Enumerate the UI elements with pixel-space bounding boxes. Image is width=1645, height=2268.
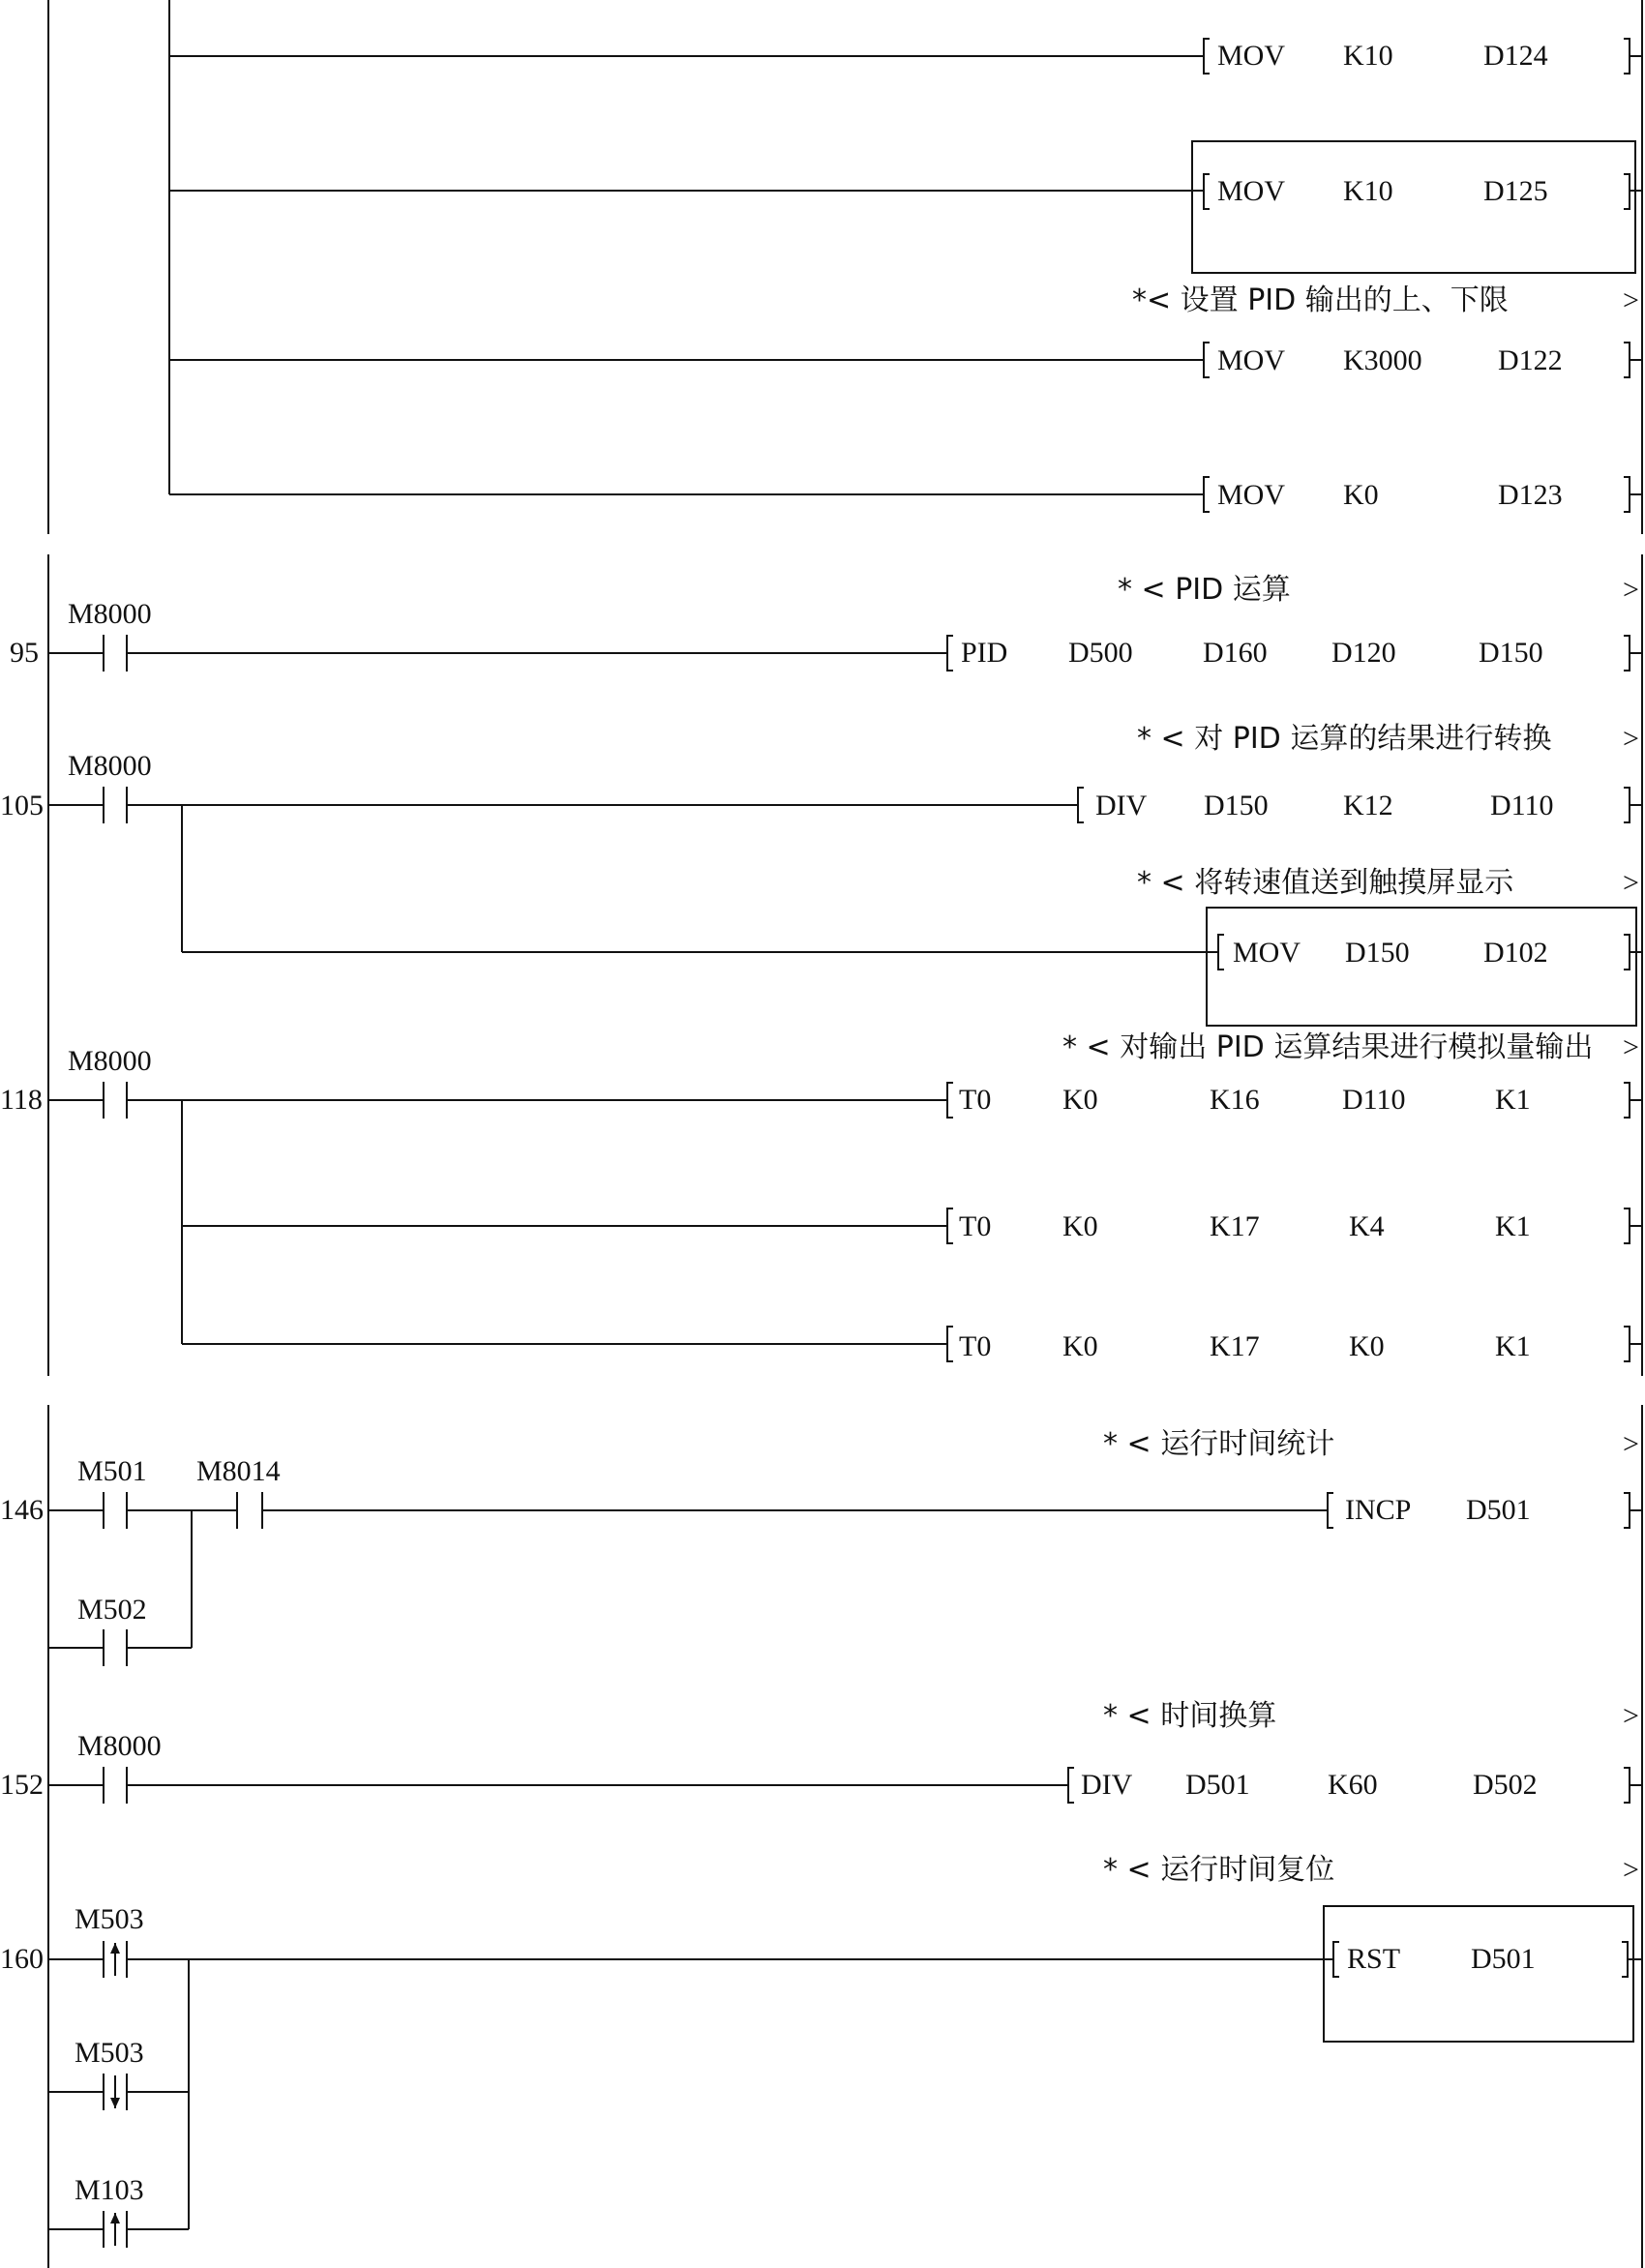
instruction-op: T0 — [959, 1330, 992, 1362]
contact-label: M8014 — [196, 1455, 281, 1487]
instruction-arg: D150 — [1204, 790, 1269, 821]
instruction-op: PID — [961, 637, 1008, 669]
instruction-op: INCP — [1345, 1494, 1412, 1526]
instruction-block — [1214, 935, 1642, 970]
rising-edge-contact-icon — [104, 2211, 127, 2248]
instruction-arg: D150 — [1345, 937, 1410, 969]
comment-end-mark: > — [1623, 867, 1639, 899]
rung-group-timer — [0, 1405, 1642, 2268]
instruction-arg: D125 — [1483, 175, 1548, 207]
instruction-op: MOV — [1217, 175, 1286, 207]
bracket-right-icon — [1624, 1768, 1642, 1803]
step-number: 152 — [0, 1769, 44, 1801]
bracket-left-icon — [1064, 1768, 1074, 1803]
comment-end-mark: > — [1623, 723, 1639, 755]
instruction-arg: K0 — [1343, 479, 1379, 511]
instruction-block — [1324, 1493, 1642, 1528]
instruction-block — [1200, 477, 1642, 512]
bracket-right-icon — [1624, 343, 1642, 377]
contact-label: M8000 — [68, 598, 152, 630]
bracket-left-icon — [1200, 343, 1210, 377]
instruction-arg: D150 — [1479, 637, 1543, 669]
instruction-arg: K10 — [1343, 175, 1393, 207]
contact-label: M8000 — [68, 1045, 152, 1077]
instruction-arg: K10 — [1343, 40, 1393, 72]
highlight-box — [1192, 141, 1635, 273]
bracket-left-icon — [943, 1327, 953, 1361]
instruction-arg: D501 — [1471, 1943, 1536, 1975]
bracket-left-icon — [1200, 174, 1210, 209]
rung-comment: * < 对 PID 运算的结果进行转换 — [1137, 722, 1552, 756]
rung-comment: * < 对输出 PID 运算结果进行模拟量输出 — [1062, 1030, 1594, 1064]
rung-comment: * < 将转速值送到触摸屏显示 — [1137, 866, 1514, 900]
contact-no-icon — [104, 1082, 127, 1119]
instruction-block — [943, 1327, 1642, 1362]
bracket-right-icon — [1624, 477, 1642, 512]
step-number: 146 — [0, 1494, 44, 1526]
contact-no-icon — [104, 635, 127, 671]
bracket-right-icon — [1624, 1083, 1642, 1118]
falling-edge-contact-icon — [104, 2074, 127, 2110]
instruction-block — [943, 636, 1642, 671]
rung-comment: * < 时间换算 — [1103, 1699, 1277, 1733]
contact-no-icon — [104, 1767, 127, 1804]
comment-end-mark: > — [1623, 1031, 1639, 1063]
contact-label: M8000 — [77, 1730, 162, 1762]
instruction-arg: D120 — [1331, 637, 1396, 669]
instruction-block — [1200, 39, 1642, 74]
comment-end-mark: > — [1623, 1428, 1639, 1460]
rung-105 — [0, 722, 1642, 1026]
rung-95 — [10, 573, 1642, 671]
instruction-arg: K4 — [1349, 1210, 1385, 1242]
instruction-arg: K17 — [1210, 1210, 1260, 1242]
rung-comment: * < PID 运算 — [1118, 573, 1291, 607]
contact-label: M103 — [75, 2174, 144, 2206]
instruction-block — [1074, 788, 1642, 822]
instruction-block — [1064, 1768, 1642, 1803]
bracket-left-icon — [1200, 39, 1210, 74]
instruction-block — [1200, 343, 1642, 377]
bracket-right-icon — [1622, 1942, 1642, 1977]
rung-comment: *< 设置 PID 输出的上、下限 — [1132, 284, 1509, 317]
bracket-right-icon — [1624, 636, 1642, 671]
bracket-left-icon — [943, 1083, 953, 1118]
instruction-arg: D123 — [1498, 479, 1563, 511]
comment-end-mark: > — [1623, 284, 1639, 316]
bracket-left-icon — [1200, 477, 1210, 512]
contact-label: M503 — [75, 2037, 144, 2069]
instruction-op: MOV — [1233, 937, 1301, 969]
instruction-arg: D110 — [1342, 1084, 1406, 1116]
step-number: 95 — [10, 637, 39, 669]
instruction-arg: K1 — [1495, 1084, 1531, 1116]
instruction-arg: D122 — [1498, 344, 1563, 376]
instruction-arg: D110 — [1490, 790, 1554, 821]
bracket-left-icon — [1324, 1493, 1333, 1528]
instruction-op: DIV — [1095, 790, 1148, 821]
bracket-left-icon — [1324, 1942, 1339, 1977]
rising-edge-contact-icon — [104, 1941, 127, 1978]
instruction-block — [943, 1209, 1642, 1243]
comment-end-mark: > — [1623, 574, 1639, 606]
instruction-block — [943, 1083, 1642, 1118]
rung-comment: * < 运行时间统计 — [1103, 1427, 1335, 1461]
instruction-arg: K16 — [1210, 1084, 1260, 1116]
instruction-arg: K0 — [1062, 1330, 1098, 1362]
step-number: 105 — [0, 790, 44, 821]
bracket-right-icon — [1624, 788, 1642, 822]
contact-label: M8000 — [68, 750, 152, 782]
bracket-right-icon — [1624, 174, 1642, 209]
rung-118 — [0, 1030, 1642, 1362]
step-number: 118 — [0, 1084, 43, 1116]
instruction-arg: K17 — [1210, 1330, 1260, 1362]
instruction-arg: K0 — [1062, 1210, 1098, 1242]
contact-label: M503 — [75, 1903, 144, 1935]
instruction-block — [1324, 1942, 1642, 1977]
bracket-left-icon — [943, 636, 953, 671]
comment-end-mark: > — [1623, 1700, 1639, 1732]
instruction-op: MOV — [1217, 344, 1286, 376]
bracket-right-icon — [1624, 935, 1642, 970]
contact-label: M501 — [77, 1455, 147, 1487]
instruction-op: T0 — [959, 1084, 992, 1116]
contact-no-icon — [104, 1629, 127, 1666]
instruction-arg: K3000 — [1343, 344, 1422, 376]
instruction-arg: K0 — [1062, 1084, 1098, 1116]
rung-group-pid — [0, 554, 1642, 1376]
instruction-op: MOV — [1217, 479, 1286, 511]
instruction-arg: K1 — [1495, 1210, 1531, 1242]
instruction-op: MOV — [1217, 40, 1286, 72]
bracket-left-icon — [1074, 788, 1084, 822]
bracket-right-icon — [1624, 39, 1642, 74]
instruction-op: DIV — [1081, 1769, 1133, 1801]
instruction-arg: K60 — [1328, 1769, 1378, 1801]
rung-mov-block — [48, 0, 1642, 534]
bracket-right-icon — [1624, 1209, 1642, 1243]
comment-end-mark: > — [1623, 1854, 1639, 1886]
instruction-arg: D501 — [1185, 1769, 1250, 1801]
step-number: 160 — [0, 1943, 44, 1975]
bracket-right-icon — [1624, 1493, 1642, 1528]
contact-no-icon — [104, 1492, 127, 1529]
instruction-arg: D500 — [1068, 637, 1133, 669]
contact-label: M502 — [77, 1594, 147, 1626]
instruction-arg: D502 — [1473, 1769, 1538, 1801]
instruction-arg: K1 — [1495, 1330, 1531, 1362]
instruction-block — [1200, 174, 1642, 209]
rung-152 — [0, 1699, 1642, 1804]
contact-no-icon — [104, 787, 127, 823]
instruction-arg: D124 — [1483, 40, 1548, 72]
bracket-left-icon — [1214, 935, 1224, 970]
instruction-op: T0 — [959, 1210, 992, 1242]
rung-146 — [0, 1427, 1642, 1666]
rung-160 — [0, 1853, 1642, 2248]
instruction-arg: K0 — [1349, 1330, 1385, 1362]
contact-no-icon — [237, 1492, 262, 1529]
instruction-arg: D160 — [1203, 637, 1268, 669]
bracket-left-icon — [943, 1209, 953, 1243]
instruction-arg: D501 — [1466, 1494, 1531, 1526]
instruction-op: RST — [1347, 1943, 1401, 1975]
rung-comment: * < 运行时间复位 — [1103, 1853, 1335, 1887]
instruction-arg: K12 — [1343, 790, 1393, 821]
bracket-right-icon — [1624, 1327, 1642, 1361]
instruction-arg: D102 — [1483, 937, 1548, 969]
